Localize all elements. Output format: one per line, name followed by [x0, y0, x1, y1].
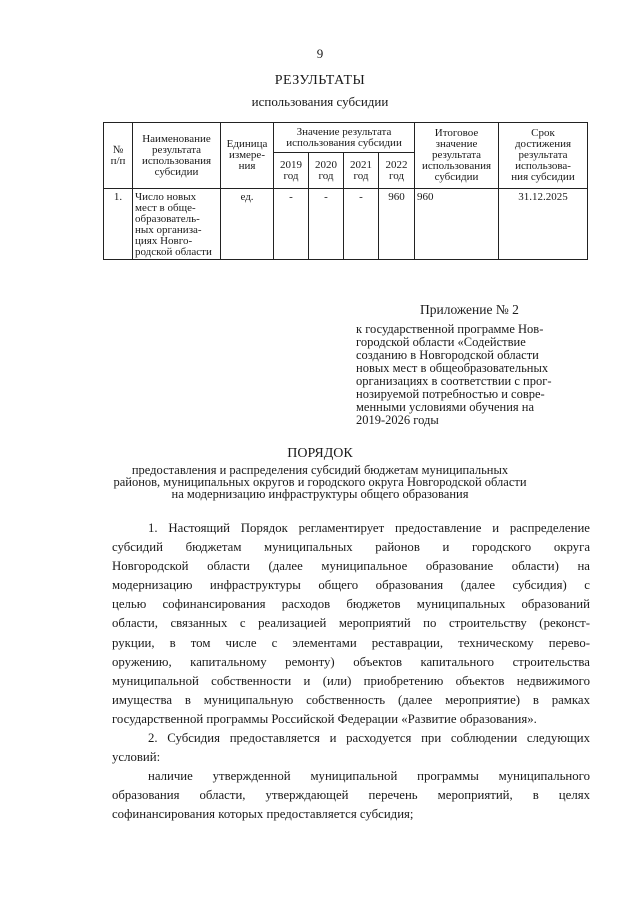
results-title: РЕЗУЛЬТАТЫ	[274, 73, 366, 88]
paragraph-line: оружению, капитальному ремонту) объектов капитального строительства	[112, 654, 590, 669]
paragraph-line: софинансирования которых предоставляется субсидия;	[112, 807, 414, 822]
cell-deadline: 31.12.2025	[499, 189, 588, 260]
paragraph-line: целью софинансирования расходов бюджетов муниципальных образований	[112, 597, 590, 612]
paragraph-line: Новгородской области (далее муниципальное образование области) на	[112, 559, 590, 574]
results-subtitle: использования субсидии	[251, 94, 389, 109]
order-subtitle: предоставления и распределения субсидий бюджетам муниципальных районов, муниципальных округов и городского округа Новгородской области на модернизацию инфраструктуры общего образования	[113, 463, 527, 501]
cell-2022: 960	[379, 189, 415, 260]
body-text	[112, 519, 590, 825]
paragraph-line: рукции, в том числе с элементами реставрации, техническому перево-	[112, 635, 590, 650]
cell-num: 1.	[104, 189, 133, 260]
cell-2021: -	[344, 189, 379, 260]
header-value-group: Значение результата использования субсидии	[274, 123, 415, 153]
header-year-2022: 2022 год	[379, 153, 415, 189]
header-final-value: Итоговое значение результата использования субсидии	[415, 123, 499, 189]
header-unit: Единица измере- ния	[221, 123, 274, 189]
cell-unit: ед.	[221, 189, 274, 260]
paragraph-line: 1. Настоящий Порядок регламентирует предоставление и распределение	[148, 521, 590, 535]
header-year-2021: 2021 год	[344, 153, 379, 189]
paragraph-line: модернизацию инфраструктуры общего образования (далее субсидия) с	[112, 578, 590, 593]
order-title: ПОРЯДОК	[287, 446, 353, 461]
paragraph-line: 2. Субсидия предоставляется и расходуется при соблюдении следующих	[148, 731, 590, 746]
paragraph-line: образования области, утверждающей перечень мероприятий, в целях	[112, 788, 590, 803]
header-num: № п/п	[104, 123, 133, 189]
header-deadline: Срок достижения результата использова- ния субсидии	[499, 123, 588, 189]
header-year-2019: 2019 год	[274, 153, 309, 189]
paragraph-line: субсидий бюджетам муниципальных районов и городского округа	[112, 540, 590, 555]
paragraph-line: муниципальной собственности и (или) приобретению объектов недвижимого	[112, 673, 590, 688]
results-table	[103, 122, 588, 260]
paragraph-line: области, связанных с реализацией мероприятий по строительству (реконст-	[112, 616, 590, 631]
appendix-text: к государственной программе Нов- городской области «Содействие созданию в Новгородской области новых мест в общеобразовательных организациях в соответствии с прог- нозируемой потребностью и совре- менными условиями обучения на 2019-2026 годы	[356, 322, 552, 427]
appendix-title: Приложение № 2	[420, 302, 519, 317]
cell-final-value: 960	[415, 189, 499, 260]
paragraph-line: условий:	[112, 750, 161, 765]
cell-name: Число новых мест в обще- образователь- ных организа- циях Новго- родской области	[133, 189, 221, 260]
paragraph-line: наличие утвержденной муниципальной программы муниципального	[148, 769, 590, 784]
page-number: 9	[316, 46, 324, 61]
table-row	[104, 189, 588, 260]
cell-2019: -	[274, 189, 309, 260]
header-name: Наименование результата использования субсидии	[133, 123, 221, 189]
paragraph-line: имущества в муниципальную собственность (далее мероприятие) в рамках	[112, 692, 590, 707]
paragraph-line: государственной программы Российской Федерации «Развитие образования».	[112, 711, 537, 726]
cell-2020: -	[309, 189, 344, 260]
header-year-2020: 2020 год	[309, 153, 344, 189]
